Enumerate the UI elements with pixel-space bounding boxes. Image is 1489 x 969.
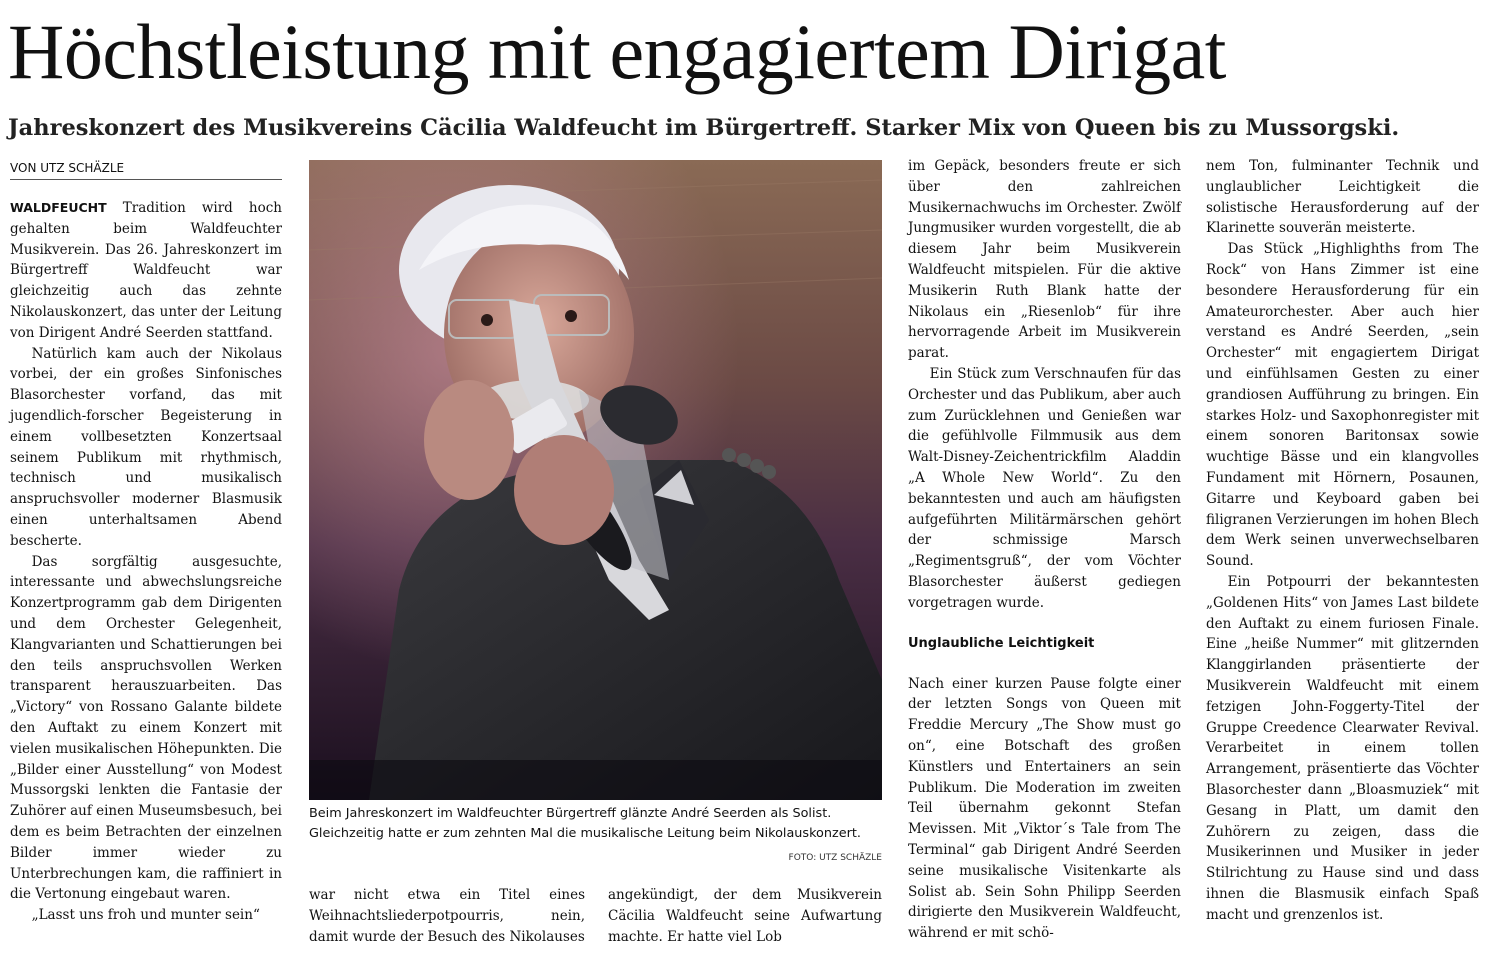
paragraph: nem Ton, fulminanter Technik und unglaublicher Leichtigkeit die solistische Herausforderung auf der Klarinette souverän meisterte. (1206, 158, 1479, 237)
paragraph (10, 198, 282, 344)
article-column-4 (908, 156, 1181, 944)
paragraph: Nach einer kurzen Pause folgte einer der letzten Songs von Queen mit Freddie Mercury „The Show must go on“, eine Botschaft des großen Künstlers und Entertainers an sein Publikum. Die Moderation im zweiten Teil übernahm gekonnt Stefan Mevissen. Mit „Viktor´s Tale from The Terminal“ gab Dirigent André Seerden seine musikalische Visitenkarte als Solist ab. Sein Sohn Philipp Seerden dirigierte den Musikverein Waldfeucht, während er mit schö- (908, 675, 1181, 942)
article-column-5 (1206, 156, 1479, 925)
paragraph: im Gepäck, besonders freute er sich über den zahlreichen Musikernachwuchs im Orchester. Zwölf Jungmusiker wurden vorgestellt, die ab diesem Jahr beim Musikverein Waldfeucht mitspielen. Für die aktive Musikerin Ruth Blank hatte der Nikolaus ein „Riesenlob“ für ihre hervorragende Arbeit im Musikverein parat. (908, 158, 1181, 362)
byline: VON UTZ SCHÄZLE (10, 160, 282, 180)
photo-caption: Beim Jahreskonzert im Waldfeuchter Bürgertreff glänzte André Seerden als Solist. Gleichzeitig hatte er zum zehnten Mal die musikalische Leitung beim Nikolauskonzert. (309, 806, 861, 841)
concert-photo (309, 160, 882, 800)
dateline: WALDFEUCHT (10, 200, 107, 215)
paragraph: „Lasst uns froh und munter sein“ (31, 907, 260, 924)
article-column-3 (608, 885, 882, 947)
paragraph: Das Stück „Highlighths from The Rock“ von Hans Zimmer ist eine besondere Herausforderung für ein Amateurorchester. Aber auch hier verstand es André Seerden, „sein Orchester“ mit engagiertem Dirigat und einfühlsamen Gesten zu einer grandiosen Aufführung zu bringen. Ein starkes Holz- und Saxophonregister mit einem sonoren Baritonsax sowie wuchtige Bässe und ein klangvolles Fundament mit Hörnern, Posaunen, Gitarre und Keyboard gaben bei filigranen Verzierungen im hohen Blech dem Werk seinen unverwechselbaren Sound. (1206, 241, 1479, 570)
paragraph: war nicht etwa ein Titel eines Weihnachtsliederpotpourris, nein, damit wurde der Besuch des Nikolauses (309, 887, 585, 945)
paragraph-text: Tradition wird hoch gehalten beim Waldfeuchter Musikverein. Das 26. Jahreskonzert im Bürgertreff Waldfeucht war gleichzeitig auch das zehnte Nikolauskonzert, das unter der Leitung von Dirigent André Seerden stattfand. (10, 200, 282, 341)
photo-credit: FOTO: UTZ SCHÄZLE (788, 853, 882, 863)
clarinet-player-image (309, 160, 882, 800)
subheadline: Jahreskonzert des Musikvereins Cäcilia Waldfeucht im Bürgertreff. Starker Mix von Queen bis zu Mussorgski. (8, 115, 1400, 141)
paragraph: angekündigt, der dem Musikverein Cäcilia Waldfeucht seine Aufwartung machte. Er hatte viel Lob (608, 887, 882, 945)
paragraph: Natürlich kam auch der Nikolaus vorbei, der ein großes Sinfonisches Blasorchester vorfand, das mit jugendlich-forscher Begeisterung in einem vollbesetzten Konzertsaal seinem Publikum mit rhythmisch, technisch und musikalisch anspruchsvoller moderner Blasmusik einen unterhaltsamen Abend bescherte. (10, 345, 282, 549)
article-column-1 (10, 198, 282, 926)
paragraph: Ein Stück zum Verschnaufen für das Orchester und das Publikum, aber auch zum Zurücklehnen und Genießen war die gefühlvolle Filmmusik aus dem Walt-Disney-Zeichentrickfilm Aladdin „A Whole New World“. Zu den bekanntesten und auch am häufigsten aufgeführten Militärmärschen gehört der schmissige Marsch „Regimentsgruß“, der vom Vöchter Blasorchester äußerst gediegen vorgetragen wurde. (908, 365, 1181, 611)
headline: Höchstleistung mit engagiertem Dirigat (8, 8, 1226, 95)
subheading: Unglaubliche Leichtigkeit (908, 635, 1095, 651)
article-column-2 (309, 885, 585, 947)
paragraph: Ein Potpourri der bekanntesten „Goldenen Hits“ von James Last bildete den Auftakt zu einem furiosen Finale. Eine „heiße Nummer“ mit glitzernden Klanggirlanden präsentierte der Musikverein Waldfeucht mit einem fetzigen John-Foggerty-Titel der Gruppe Creedence Clearwater Revival. Verarbeitet in einem tollen Arrangement, präsentierte das Vöchter Blasorchester dann „Bloasmuziek“ mit Gesang in Platt, um damit den Zuhörern zu zeigen, dass die Musikerinnen und Musiker in jeder Stilrichtung zu Hause sind und dass ihnen die Blasmusik einfach Spaß macht und grenzenlos ist. (1206, 573, 1479, 923)
paragraph: Das sorgfältig ausgesuchte, interessante und abwechslungsreiche Konzertprogramm gab dem Dirigenten und dem Orchester Gelegenheit, Klangvarianten und Schattierungen bei den teils anspruchsvollen Werken transparent herauszuarbeiten. Das „Victory“ von Rossano Galante bildete den Auftakt zu einem Konzert mit vielen musikalischen Höhepunkten. Die „Bilder einer Ausstellung“ von Modest Mussorgski lenkten die Fantasie der Zuhörer auf einen Museumsbesuch, bei dem es beim Betrachten der einzelnen Bilder immer wieder zu Unterbrechungen kam, die raffiniert in die Vertonung eingebaut waren. (10, 553, 282, 903)
